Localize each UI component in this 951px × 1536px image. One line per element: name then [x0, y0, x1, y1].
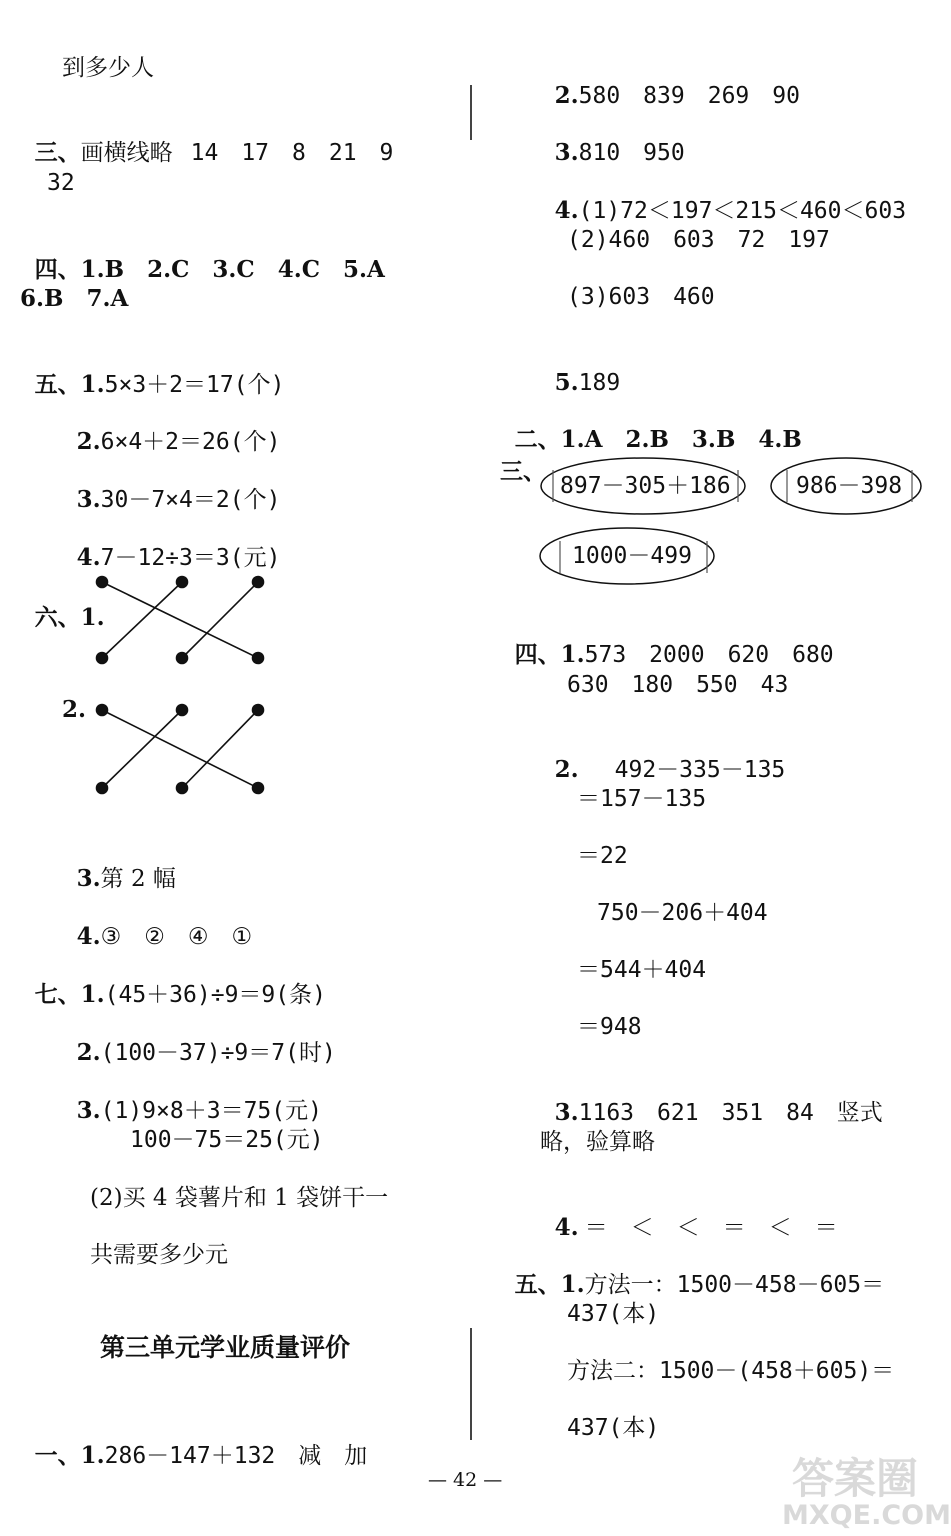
text-line	[62, 1069, 322, 1125]
line-text: 189	[578, 370, 621, 396]
match-dot	[97, 653, 108, 664]
item-number: 4.	[554, 197, 579, 224]
section-marker: 四、	[34, 256, 81, 283]
text-line: (3)603 460	[567, 284, 715, 310]
text-line: 到多少人	[62, 55, 154, 81]
item-number: 1.	[80, 604, 105, 631]
text-line	[62, 895, 252, 951]
match-dot	[177, 783, 188, 794]
section-marker: 一、	[34, 1442, 81, 1469]
section-marker: 四、	[514, 641, 561, 668]
line-text: (100－37)÷9＝7(时)	[100, 1040, 336, 1066]
answer-values: 1.A 2.B 3.B 4.B	[560, 426, 802, 453]
line-text: (45＋36)÷9＝9(条)	[104, 982, 326, 1008]
section-marker: 五、	[514, 1271, 561, 1298]
text-line	[500, 398, 802, 454]
matching-diagram-1	[97, 577, 264, 664]
text-line: 32	[47, 170, 75, 196]
text-line: 方法二：1500－(458＋605)＝	[567, 1358, 895, 1384]
column-divider	[470, 85, 472, 140]
match-dot	[253, 653, 264, 664]
page-number: — 42 —	[428, 1469, 503, 1491]
item-number: 3.	[76, 1097, 101, 1124]
item-number: 1.	[80, 371, 105, 398]
match-dot	[253, 705, 264, 716]
text-line: 100－75＝25(元)	[130, 1127, 324, 1153]
line-text: 5×3＋2＝17(个)	[104, 372, 285, 398]
text-line	[62, 1011, 336, 1067]
match-line	[102, 582, 258, 658]
text-line: ＝544＋404	[577, 957, 707, 983]
match-dot	[177, 653, 188, 664]
match-line	[102, 710, 258, 788]
match-dot	[177, 705, 188, 716]
text-line: 437(本)	[567, 1415, 660, 1441]
line-text: 286－147＋132 减 加	[104, 1443, 368, 1469]
section-title: 第三单元学业质量评价	[100, 1333, 351, 1362]
item-number: 1.	[80, 981, 105, 1008]
circled-expression: 1000－499	[572, 543, 692, 569]
text-line: (2)买 4 袋薯片和 1 袋饼干一	[90, 1185, 389, 1211]
match-dot	[97, 783, 108, 794]
line-text: 画横线略	[80, 140, 173, 166]
text-line: 750－206＋404	[597, 900, 768, 926]
line-text: 810 950	[578, 140, 685, 166]
item-number: 2.	[554, 82, 579, 109]
text-line	[540, 169, 906, 225]
item-number: 4.	[76, 923, 101, 950]
text-line	[500, 1243, 884, 1299]
section-marker: 三、	[34, 139, 81, 166]
match-line	[182, 582, 258, 658]
item-number: 2.	[554, 756, 579, 783]
line-text: 7－12÷3＝3(元)	[100, 545, 281, 571]
text-line: 630 180 550 43	[567, 672, 789, 698]
text-line	[540, 111, 685, 167]
line-text: (1)9×8＋3＝75(元)	[100, 1098, 322, 1124]
match-dot	[253, 577, 264, 588]
line-text: 6×4＋2＝26(个)	[100, 429, 281, 455]
line-text: 30－7×4＝2(个)	[100, 487, 281, 513]
item-number: 4.	[554, 1214, 579, 1241]
text-line	[500, 613, 834, 669]
line-text: ＝ ＜ ＜ ＝ ＜ ＝	[584, 1215, 838, 1241]
item-number: 3.	[554, 1099, 579, 1126]
item-number: 1.	[560, 1271, 585, 1298]
item-number: 3.	[76, 486, 101, 513]
item-number: 3.	[76, 865, 101, 892]
text-line: 2.	[62, 696, 87, 723]
line-text: 492－335－135	[614, 757, 786, 783]
line-text: (1)72＜197＜215＜460＜603	[578, 198, 907, 224]
text-line: (2)460 603 72 197	[567, 227, 830, 253]
item-number: 2.	[76, 1039, 101, 1066]
matching-diagram-2	[97, 705, 264, 794]
section-marker: 二、	[514, 426, 561, 453]
circled-expression: 986－398	[796, 473, 903, 499]
text-line	[540, 54, 800, 110]
match-dot	[97, 705, 108, 716]
watermark-logo: 答案圈	[792, 1454, 919, 1503]
answer-values: 14 17 8 21 9	[190, 140, 394, 166]
section-marker: 七、	[34, 981, 81, 1008]
section-marker: 六、	[34, 604, 81, 631]
line-text: 1163 621 351 84 竖式	[578, 1100, 883, 1126]
line-text: 方法一：1500－458－605＝	[584, 1272, 885, 1298]
text-line	[540, 1186, 838, 1242]
text-line	[540, 341, 620, 397]
item-number: 1.	[80, 1442, 105, 1469]
line-text: 573 2000 620 680	[584, 642, 834, 668]
match-dot	[177, 577, 188, 588]
text-line: ＝22	[577, 843, 628, 869]
text-line: 437(本)	[567, 1301, 660, 1327]
text-line: 6.B 7.A	[20, 285, 129, 312]
match-line	[102, 710, 182, 788]
item-number: 5.	[554, 369, 579, 396]
text-line: ＝157－135	[577, 786, 707, 812]
item-number: 4.	[76, 544, 101, 571]
text-line	[20, 953, 326, 1009]
text-line: 略，验算略	[540, 1129, 655, 1155]
text-line	[20, 1414, 367, 1470]
section-marker: 三、	[500, 458, 546, 485]
answer-values: 1.B 2.C 3.C 4.C 5.A	[80, 256, 385, 283]
match-line	[102, 582, 182, 658]
line-text: 第 2 幅	[100, 866, 176, 892]
text-line: ＝948	[577, 1014, 642, 1040]
match-dot	[253, 783, 264, 794]
text-line	[540, 728, 785, 784]
text-line	[540, 1071, 883, 1127]
text-line: 共需要多少元	[90, 1242, 228, 1268]
text-line	[62, 837, 176, 893]
item-number: 1.	[560, 641, 585, 668]
line-text: 580 839 269 90	[578, 83, 800, 109]
watermark-url: MXQE.COM	[782, 1500, 951, 1531]
column-divider	[470, 1328, 472, 1440]
item-number: 3.	[554, 139, 579, 166]
circled-expression: 897－305＋186	[560, 473, 731, 499]
match-dot	[97, 577, 108, 588]
section-marker: 五、	[34, 371, 81, 398]
line-text: ③ ② ④ ①	[100, 924, 253, 950]
item-number: 2.	[76, 428, 101, 455]
match-line	[182, 710, 258, 788]
